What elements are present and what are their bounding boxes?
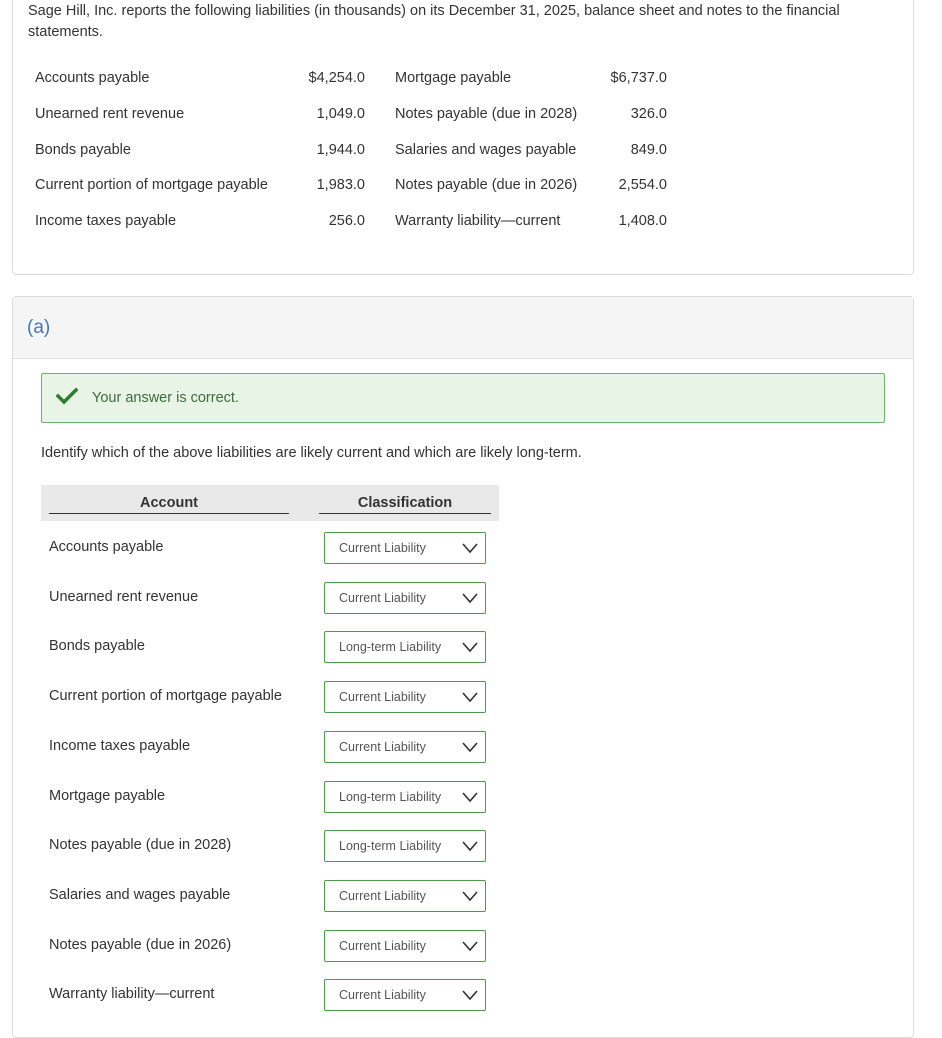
column-header-classification: Classification	[319, 495, 491, 514]
account-name: Mortgage payable	[49, 788, 166, 804]
classification-select[interactable]	[324, 880, 486, 912]
classification-select[interactable]	[324, 631, 486, 663]
instruction-text: Identify which of the above liabilities are likely current and which are likely long-term.	[41, 445, 582, 461]
classification-select[interactable]	[324, 830, 486, 862]
liability-label: Notes payable (due in 2028)	[395, 106, 578, 122]
account-name: Notes payable (due in 2026)	[49, 937, 232, 953]
chevron-down-icon	[461, 940, 479, 952]
chevron-down-icon	[461, 840, 479, 852]
account-name: Salaries and wages payable	[49, 887, 231, 903]
selected-value: Current Liability	[339, 988, 426, 1002]
part-a-card	[12, 296, 914, 1038]
liability-amount: 2,554.0	[618, 177, 667, 193]
liability-label: Income taxes payable	[35, 213, 177, 229]
part-label: (a)	[27, 317, 51, 338]
liability-label: Current portion of mortgage payable	[35, 177, 268, 193]
chevron-down-icon	[461, 641, 479, 653]
classification-select[interactable]	[324, 532, 486, 564]
selected-value: Current Liability	[339, 541, 426, 555]
classification-select[interactable]	[324, 681, 486, 713]
classification-select[interactable]	[324, 582, 486, 614]
liability-amount: 1,408.0	[618, 213, 667, 229]
answer-row	[49, 582, 509, 614]
answer-row	[49, 532, 509, 564]
answer-row	[49, 830, 509, 862]
check-icon	[56, 387, 78, 405]
account-name: Accounts payable	[49, 539, 164, 555]
answer-row	[49, 731, 509, 763]
status-message: Your answer is correct.	[92, 390, 239, 406]
selected-value: Current Liability	[339, 939, 426, 953]
answer-row	[49, 631, 509, 663]
classification-select[interactable]	[324, 781, 486, 813]
account-name: Notes payable (due in 2028)	[49, 837, 232, 853]
liability-label: Bonds payable	[35, 142, 131, 158]
account-name: Unearned rent revenue	[49, 589, 199, 605]
selected-value: Current Liability	[339, 740, 426, 754]
classification-select[interactable]	[324, 731, 486, 763]
chevron-down-icon	[461, 741, 479, 753]
account-name: Income taxes payable	[49, 738, 191, 754]
liability-amount: 1,983.0	[316, 177, 365, 193]
liability-label: Warranty liability—current	[395, 213, 561, 229]
account-name: Warranty liability—current	[49, 986, 215, 1002]
correct-answer-banner	[41, 373, 885, 423]
selected-value: Current Liability	[339, 591, 426, 605]
liability-label: Unearned rent revenue	[35, 106, 185, 122]
chevron-down-icon	[461, 542, 479, 554]
selected-value: Long-term Liability	[339, 640, 442, 654]
liability-label: Mortgage payable	[395, 70, 512, 86]
part-header	[13, 297, 913, 359]
answer-row	[49, 979, 509, 1011]
problem-statement: Sage Hill, Inc. reports the following liabilities (in thousands) on its December 31, 2025, balance sheet and notes to the financial statements.	[28, 3, 840, 40]
liability-amount: 1,944.0	[316, 142, 365, 158]
column-header-account: Account	[49, 495, 289, 514]
liability-label: Notes payable (due in 2026)	[395, 177, 578, 193]
chevron-down-icon	[461, 791, 479, 803]
chevron-down-icon	[461, 890, 479, 902]
liability-amount: 256.0	[328, 213, 365, 229]
liability-label: Accounts payable	[35, 70, 150, 86]
liability-amount: 326.0	[630, 106, 667, 122]
answer-table-header	[41, 485, 499, 521]
classification-select[interactable]	[324, 930, 486, 962]
selected-value: Current Liability	[339, 889, 426, 903]
classification-select[interactable]	[324, 979, 486, 1011]
liability-amount: $6,737.0	[610, 70, 667, 86]
chevron-down-icon	[461, 691, 479, 703]
answer-row	[49, 681, 509, 713]
liability-amount: 849.0	[630, 142, 667, 158]
problem-statement-card	[12, 0, 914, 275]
selected-value: Current Liability	[339, 690, 426, 704]
answer-row	[49, 781, 509, 813]
answer-row	[49, 880, 509, 912]
account-name: Current portion of mortgage payable	[49, 688, 282, 704]
liability-amount: $4,254.0	[308, 70, 365, 86]
account-name: Bonds payable	[49, 638, 145, 654]
selected-value: Long-term Liability	[339, 790, 442, 804]
selected-value: Long-term Liability	[339, 839, 442, 853]
liability-amount: 1,049.0	[316, 106, 365, 122]
liability-label: Salaries and wages payable	[395, 142, 577, 158]
chevron-down-icon	[461, 592, 479, 604]
chevron-down-icon	[461, 989, 479, 1001]
answer-row	[49, 930, 509, 962]
